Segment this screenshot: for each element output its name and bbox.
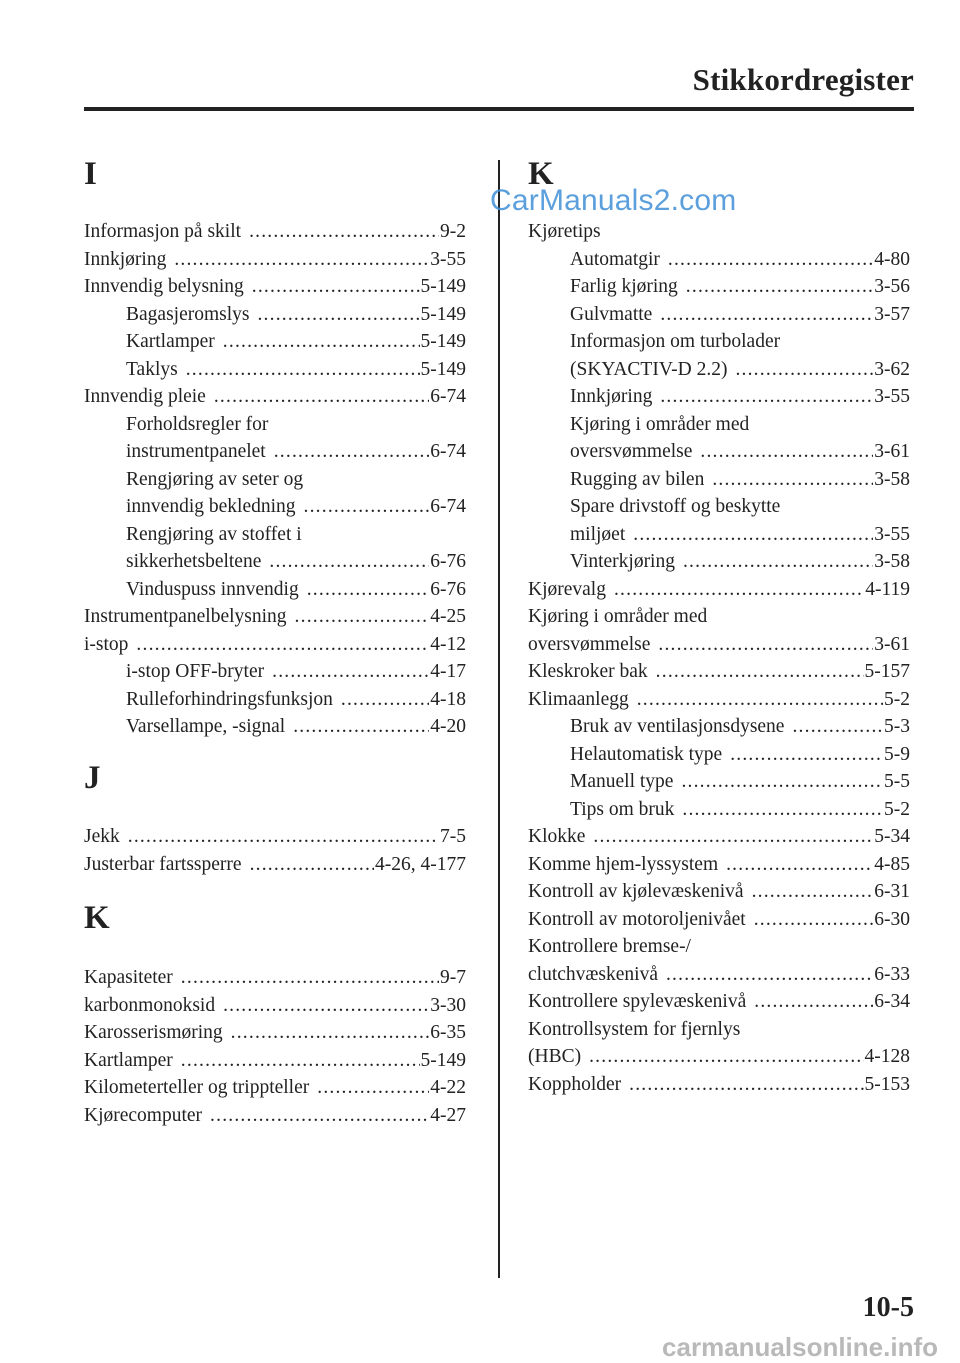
index-subentry[interactable]: instrumentpanelet ..... 6-74 xyxy=(84,438,466,466)
index-entry[interactable]: Kapasiteter ..... 9-7 xyxy=(84,964,466,992)
index-entry[interactable]: karbonmonoksid ..... 3-30 xyxy=(84,992,466,1020)
index-entry[interactable]: Kilometerteller og trippteller ..... 4-22 xyxy=(84,1074,466,1102)
index-entry-line: Kontrollere bremse-/ xyxy=(528,936,691,957)
index-entry-line: Kontrollsystem for fjernlys xyxy=(528,1018,741,1040)
index-entry[interactable]: Innkjøring ..... 3-55 xyxy=(84,246,466,274)
index-subentry[interactable]: Bruk av ventilasjonsdysene ..... 5-3 xyxy=(528,713,910,741)
index-subentry[interactable]: Taklys ..... 5-149 xyxy=(84,356,466,384)
index-subentry[interactable]: Helautomatisk type ..... 5-9 xyxy=(528,741,910,769)
section-k-right-entries xyxy=(528,218,910,1098)
section-j-entries xyxy=(84,823,466,878)
index-subentry[interactable]: Farlig kjøring ..... 3-56 xyxy=(528,273,910,301)
footer-watermark: carmanualsonline.info xyxy=(662,1332,938,1362)
index-subentry-line: Rengjøring av stoffet i xyxy=(126,523,302,545)
carmanuals-watermark: CarManuals2.com xyxy=(490,184,737,217)
index-entry[interactable]: Jekk ..... 7-5 xyxy=(84,823,466,851)
index-entry-line: Kjøretips xyxy=(528,221,601,242)
column-divider xyxy=(498,160,500,1278)
index-entry[interactable]: oversvømmelse ..... 3-61 xyxy=(528,631,910,659)
header-rule xyxy=(84,107,914,111)
index-entry[interactable]: i-stop ..... 4-12 xyxy=(84,631,466,659)
index-entry[interactable]: Kartlamper ..... 5-149 xyxy=(84,1047,466,1075)
index-subentry-line: Spare drivstoff og beskytte xyxy=(570,496,781,517)
index-subentry[interactable]: innvendig bekledning ..... 6-74 xyxy=(84,493,466,521)
index-entry[interactable]: Kontroll av motoroljenivået ..... 6-30 xyxy=(528,906,910,934)
index-entry[interactable]: Innvendig pleie ..... 6-74 xyxy=(84,383,466,411)
index-subentry[interactable]: Varsellampe, -signal ..... 4-20 xyxy=(84,713,466,741)
index-entry[interactable]: clutchvæskenivå ..... 6-33 xyxy=(528,961,910,989)
index-subentry[interactable]: Bagasjeromslys ..... 5-149 xyxy=(84,301,466,329)
index-subentry[interactable]: Vinduspuss innvendig ..... 6-76 xyxy=(84,576,466,604)
index-subentry[interactable]: oversvømmelse ..... 3-61 xyxy=(528,438,910,466)
index-subentry[interactable]: Innkjøring ..... 3-55 xyxy=(528,383,910,411)
index-entry[interactable]: Instrumentpanelbelysning ..... 4-25 xyxy=(84,603,466,631)
page-header-title: Stikkordregister xyxy=(692,62,914,97)
index-subentry[interactable]: Rugging av bilen ..... 3-58 xyxy=(528,466,910,494)
section-letter-i: I xyxy=(84,156,97,192)
index-entry[interactable]: Kontrollere spylevæskenivå ..... 6-34 xyxy=(528,988,910,1016)
index-subentry[interactable]: (SKYACTIV-D 2.2) ..... 3-62 xyxy=(528,356,910,384)
index-subentry[interactable]: sikkerhetsbeltene ..... 6-76 xyxy=(84,548,466,576)
section-i-entries xyxy=(84,218,466,741)
index-subentry[interactable]: Tips om bruk ..... 5-2 xyxy=(528,796,910,824)
index-entry[interactable]: Justerbar fartssperre ..... 4-26, 4-177 xyxy=(84,851,466,879)
index-subentry[interactable]: i-stop OFF-bryter ..... 4-17 xyxy=(84,658,466,686)
section-letter-j: J xyxy=(84,760,101,796)
index-entry[interactable]: Koppholder ..... 5-153 xyxy=(528,1071,910,1099)
index-subentry-line: Kjøring i områder med xyxy=(570,413,750,435)
index-entry[interactable]: (HBC) ..... 4-128 xyxy=(528,1043,910,1071)
index-entry[interactable]: Kontroll av kjølevæskenivå ..... 6-31 xyxy=(528,878,910,906)
index-entry[interactable]: Kjørecomputer ..... 4-27 xyxy=(84,1102,466,1130)
index-entry[interactable]: Klimaanlegg ..... 5-2 xyxy=(528,686,910,714)
index-entry[interactable]: Kleskroker bak ..... 5-157 xyxy=(528,658,910,686)
index-entry[interactable]: Klokke ..... 5-34 xyxy=(528,823,910,851)
index-entry[interactable]: Innvendig belysning ..... 5-149 xyxy=(84,273,466,301)
index-subentry[interactable]: miljøet ..... 3-55 xyxy=(528,521,910,549)
index-entry[interactable]: Karosserismøring ..... 6-35 xyxy=(84,1019,466,1047)
section-letter-k-right: K xyxy=(528,156,554,192)
index-subentry-line: Informasjon om turbolader xyxy=(570,331,781,352)
index-subentry[interactable]: Automatgir ..... 4-80 xyxy=(528,246,910,274)
section-letter-k-left: K xyxy=(84,900,110,936)
index-subentry[interactable]: Vinterkjøring ..... 3-58 xyxy=(528,548,910,576)
index-entry[interactable]: Komme hjem-lyssystem ..... 4-85 xyxy=(528,851,910,879)
index-subentry[interactable]: Kartlamper ..... 5-149 xyxy=(84,328,466,356)
index-subentry-line: Forholdsregler for xyxy=(126,413,269,435)
index-entry-line: Kjøring i områder med xyxy=(528,606,708,627)
index-subentry[interactable]: Gulvmatte ..... 3-57 xyxy=(528,301,910,329)
index-subentry-line: Rengjøring av seter og xyxy=(126,468,304,490)
page-number: 10-5 xyxy=(862,1292,914,1323)
index-entry[interactable]: Informasjon på skilt ..... 9-2 xyxy=(84,218,466,246)
index-subentry[interactable]: Rulleforhindringsfunksjon ..... 4-18 xyxy=(84,686,466,714)
index-subentry[interactable]: Manuell type ..... 5-5 xyxy=(528,768,910,796)
section-k-left-entries xyxy=(84,964,466,1129)
index-entry[interactable]: Kjørevalg ..... 4-119 xyxy=(528,576,910,604)
